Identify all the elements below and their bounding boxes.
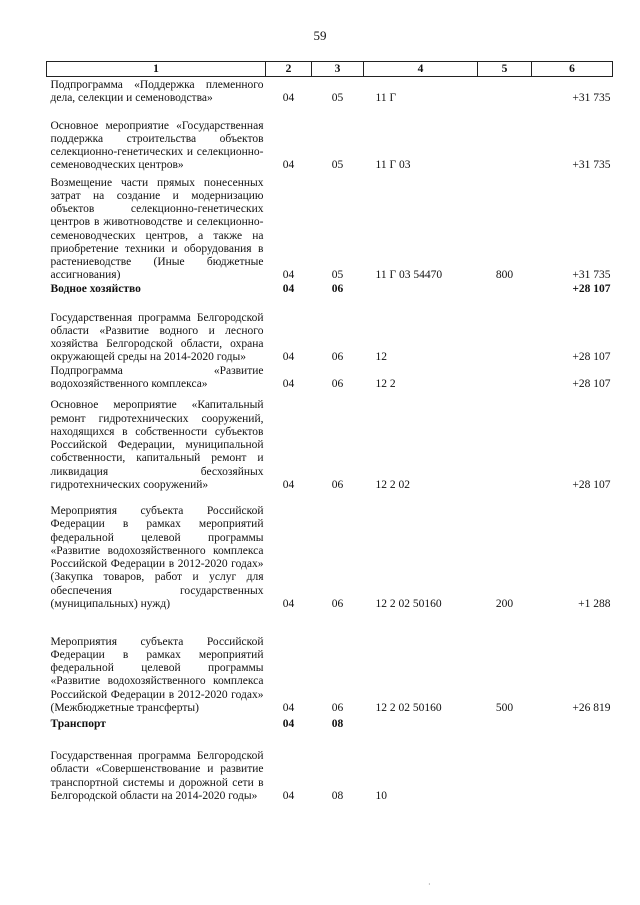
row-expense-type: 500 bbox=[495, 701, 514, 714]
row-section: 04 bbox=[282, 789, 295, 802]
row-amount: +31 735 bbox=[572, 159, 611, 172]
header-row bbox=[47, 62, 613, 77]
row-subsection: 06 bbox=[331, 377, 344, 390]
header-cell: 2 bbox=[266, 62, 312, 77]
row-section: 04 bbox=[282, 269, 295, 282]
row-target-code bbox=[364, 715, 478, 731]
row-expense-type bbox=[478, 365, 532, 391]
row-amount bbox=[532, 731, 613, 803]
row-name: Подпрограмма «Поддержка племенного дела, селекции и семеноводства» bbox=[50, 79, 264, 105]
table-row bbox=[47, 391, 613, 492]
row-section: 04 bbox=[282, 159, 295, 172]
table-row bbox=[47, 492, 613, 611]
row-subsection: 05 bbox=[331, 92, 344, 105]
header-cell: 4 bbox=[364, 62, 478, 77]
table-row bbox=[47, 365, 613, 391]
row-amount: +1 288 bbox=[578, 597, 611, 610]
header-cell: 3 bbox=[312, 62, 364, 77]
row-amount: +28 107 bbox=[572, 351, 611, 364]
row-expense-type: 200 bbox=[495, 597, 514, 610]
row-target-code bbox=[364, 283, 478, 297]
table-row bbox=[47, 731, 613, 803]
row-name: Водное хозяйство bbox=[50, 283, 141, 296]
row-subsection: 05 bbox=[331, 159, 344, 172]
row-amount: +31 735 bbox=[572, 92, 611, 105]
row-name: Транспорт bbox=[50, 717, 106, 730]
header-cell: 5 bbox=[478, 62, 532, 77]
row-subsection: 06 bbox=[331, 701, 344, 714]
table-row bbox=[47, 283, 613, 297]
row-name: Государственная программа Белгородской области «Развитие водного и лесного хозяйства Белгородской области, охрана окружающей среды на 2014-2020 годы» bbox=[50, 311, 264, 364]
row-name: Возмещение части прямых понесенных затрат на создание и модернизацию объектов селекционно-генетических центров в животноводстве и селекционно-семеноводческих центров, а также на приобретение техники и оборудования в растениеводстве (Иные бюджетные ассигнования) bbox=[50, 176, 264, 282]
row-subsection: 06 bbox=[331, 478, 344, 491]
row-target-code: 12 bbox=[375, 351, 387, 364]
row-target-code: 12 2 02 bbox=[375, 478, 410, 491]
row-section: 04 bbox=[282, 717, 295, 730]
row-section: 04 bbox=[282, 478, 295, 491]
table-row bbox=[47, 77, 613, 106]
row-section: 04 bbox=[282, 377, 295, 390]
row-amount: +28 107 bbox=[572, 377, 611, 390]
row-section: 04 bbox=[282, 92, 295, 105]
row-name: Подпрограмма «Развитие водохозяйственного комплекса» bbox=[50, 364, 264, 390]
row-expense-type bbox=[478, 283, 532, 297]
row-expense-type bbox=[478, 731, 532, 803]
scan-mark: · bbox=[428, 880, 431, 889]
row-subsection: 06 bbox=[331, 283, 344, 296]
row-target-code: 12 2 02 50160 bbox=[375, 597, 442, 610]
row-target-code: 11 Г 03 bbox=[375, 159, 411, 172]
row-subsection: 08 bbox=[331, 789, 344, 802]
row-amount bbox=[532, 715, 613, 731]
row-section: 04 bbox=[282, 701, 295, 714]
table-row bbox=[47, 297, 613, 365]
row-expense-type bbox=[478, 106, 532, 173]
page-number: 59 bbox=[313, 28, 327, 43]
row-subsection: 06 bbox=[331, 597, 344, 610]
row-expense-type bbox=[478, 77, 532, 106]
row-expense-type: 800 bbox=[495, 269, 514, 282]
row-section: 04 bbox=[282, 597, 295, 610]
row-expense-type bbox=[478, 297, 532, 365]
row-amount: +31 735 bbox=[572, 269, 611, 282]
row-expense-type bbox=[478, 715, 532, 731]
row-name: Государственная программа Белгородской области «Совершенствование и развитие транспортной системы и дорожной сети в Белгородской области на 2014-2020 годы» bbox=[50, 750, 264, 802]
table-row bbox=[47, 173, 613, 283]
row-target-code: 12 2 02 50160 bbox=[375, 701, 442, 714]
row-amount: +26 819 bbox=[572, 701, 611, 714]
row-section: 04 bbox=[282, 351, 295, 364]
row-target-code: 11 Г 03 54470 bbox=[375, 269, 443, 282]
header-cell: 6 bbox=[532, 62, 613, 77]
row-subsection: 05 bbox=[331, 269, 344, 282]
table-row bbox=[47, 106, 613, 173]
row-expense-type bbox=[478, 391, 532, 492]
row-target-code: 11 Г bbox=[375, 92, 397, 105]
row-target-code: 10 bbox=[375, 789, 387, 802]
row-target-code: 12 2 bbox=[375, 377, 396, 390]
row-subsection: 08 bbox=[331, 717, 344, 730]
row-amount: +28 107 bbox=[572, 283, 611, 296]
row-subsection: 06 bbox=[331, 351, 344, 364]
row-name: Мероприятия субъекта Российской Федерации в рамках мероприятий федеральной целевой программы «Развитие водохозяйственного комплекса Российской Федерации в 2012-2020 годах» (Межбюджетные трансферты) bbox=[50, 635, 264, 714]
row-name: Основное мероприятие «Капитальный ремонт гидротехнических сооружений, находящихся в собственности субъектов Российской Федерации, муниципальной собственности, капитальный ремонт и ликвидация бесхозяйных гидротехнических сооружений» bbox=[50, 399, 264, 491]
row-name: Мероприятия субъекта Российской Федерации в рамках мероприятий федеральной целевой программы «Развитие водохозяйственного комплекса Российской Федерации в 2012-2020 годах» (Закупка товаров, работ и услуг для обеспечения государственных (муниципальных) нужд) bbox=[50, 505, 264, 610]
row-name: Основное мероприятие «Государственная поддержка строительства объектов селекционно-генетических и селекционно-семеноводческих центров» bbox=[50, 119, 264, 172]
header-cell: 1 bbox=[47, 62, 266, 77]
table-row bbox=[47, 611, 613, 715]
budget-table bbox=[46, 61, 613, 803]
row-section: 04 bbox=[282, 283, 295, 296]
row-amount: +28 107 bbox=[572, 478, 611, 491]
table-row bbox=[47, 715, 613, 731]
